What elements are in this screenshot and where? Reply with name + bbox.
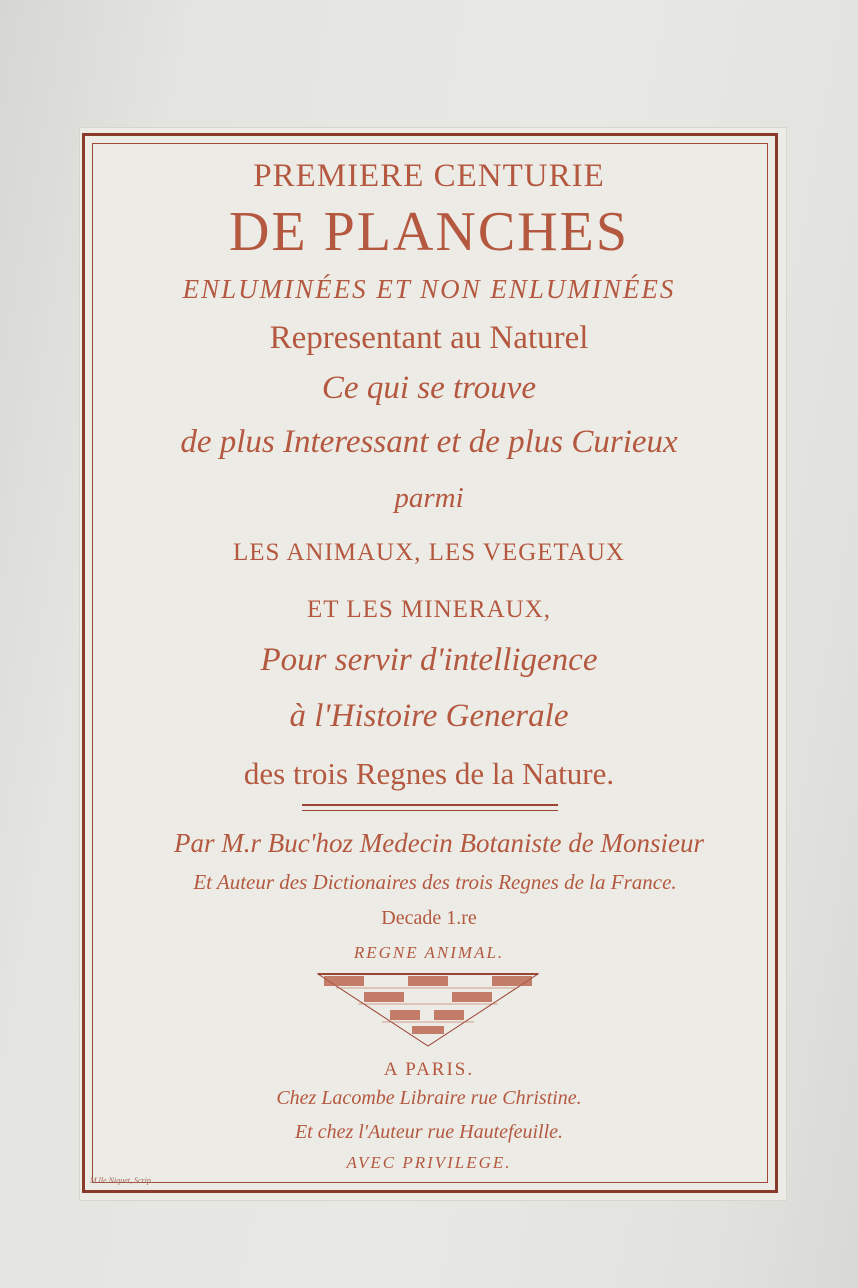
title-line-ce-qui-se-trouve: Ce qui se trouve — [321, 370, 537, 406]
author-title-line: Et Auteur des Dictionaires des trois Regnes de la France. — [193, 870, 677, 894]
decade-label: Decade 1.re — [381, 907, 477, 929]
engraver-signature: M.lle Niquet, Scrip. — [90, 1176, 153, 1185]
title-line-premiere-centurie: PREMIERE CENTURIE — [253, 158, 605, 194]
title-line-parmi: parmi — [394, 482, 464, 514]
triangular-ornament — [316, 970, 540, 1048]
place-a-paris: A PARIS. — [383, 1059, 475, 1080]
title-line-pour-servir: Pour servir d'intelligence — [260, 642, 598, 678]
title-line-trois-regnes: des trois Regnes de la Nature. — [243, 756, 615, 791]
regne-animal-label: REGNE ANIMAL. — [353, 943, 505, 962]
decorative-rule-bottom — [302, 810, 558, 811]
title-line-animaux-vegetaux: LES ANIMAUX, LES VEGETAUX — [233, 539, 625, 566]
decorative-rule-top — [302, 804, 558, 806]
title-line-enluminees: ENLUMINÉES ET NON ENLUMINÉES — [182, 274, 676, 304]
title-line-histoire-generale: à l'Histoire Generale — [289, 698, 569, 734]
title-line-mineraux: ET LES MINERAUX, — [306, 596, 551, 623]
title-line-representant: Representant au Naturel — [269, 320, 589, 356]
publisher-lacombe: Chez Lacombe Libraire rue Christine. — [276, 1087, 582, 1109]
publisher-auteur: Et chez l'Auteur rue Hautefeuille. — [294, 1121, 564, 1143]
title-line-interessant-curieux: de plus Interessant et de plus Curieux — [180, 424, 678, 460]
privilege-label: AVEC PRIVILEGE. — [346, 1153, 512, 1172]
title-line-de-planches: DE PLANCHES — [228, 201, 630, 263]
author-line: Par M.r Buc'hoz Medecin Botaniste de Monsieur — [174, 828, 704, 858]
